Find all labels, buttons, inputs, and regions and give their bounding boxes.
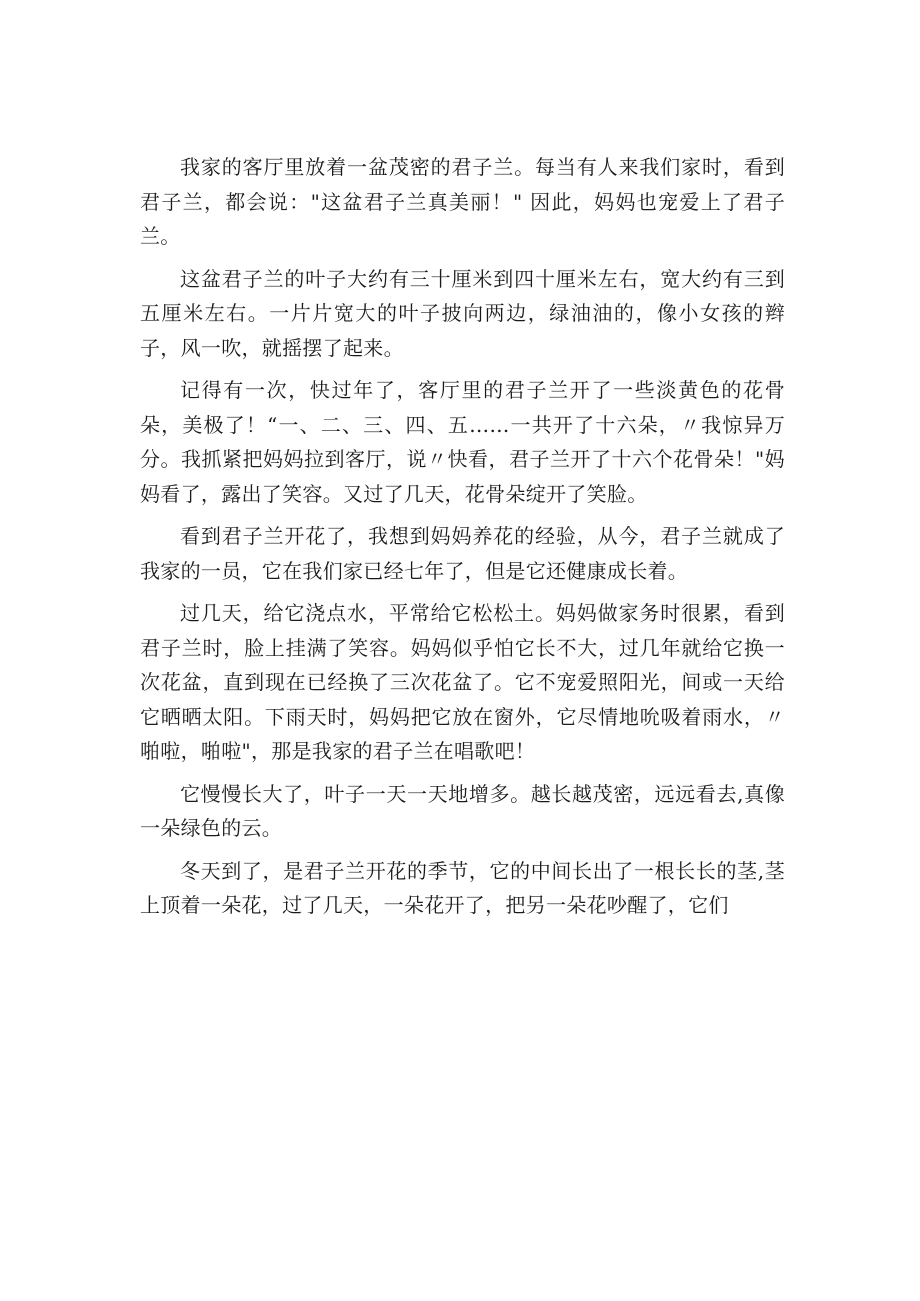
paragraph-3: 记得有一次，快过年了，客厅里的君子兰开了一些淡黄色的花骨朵，美极了！“一、二、三、四、五……一共开了十六朵，〃我惊异万分。我抓紧把妈妈拉到客厅，说〃快看，君子兰开了十六个花骨朵！"妈妈看了，露出了笑容。又过了几天，花骨朵绽开了笑脸。 — [140, 378, 785, 506]
paragraph-5: 过几天，给它浇点水，平常给它松松土。妈妈做家务时很累，看到君子兰时，脸上挂满了笑容。妈妈似乎怕它长不大，过几年就给它换一次花盆，直到现在已经换了三次花盆了。它不宠爱照阳光，间或一天给它晒晒太阳。下雨天时，妈妈把它放在窗外，它尽情地吮吸着雨水，〃啪啦，啪啦"，那是我家的君子兰在唱歌吧！ — [140, 601, 785, 763]
document-body — [140, 150, 785, 931]
paragraph-4: 看到君子兰开花了，我想到妈妈养花的经验，从今，君子兰就成了我家的一员，它在我们家已经七年了，但是它还健康成长着。 — [140, 524, 785, 583]
paragraph-1: 我家的客厅里放着一盆茂密的君子兰。每当有人来我们家时，看到君子兰，都会说："这盆君子兰真美丽！" 因此，妈妈也宠爱上了君子兰。 — [140, 155, 785, 248]
paragraph-2: 这盆君子兰的叶子大约有三十厘米到四十厘米左右，宽大约有三到五厘米左右。一片片宽大的叶子披向两边，绿油油的，像小女孩的辫子，风一吹，就摇摆了起来。 — [140, 266, 785, 360]
paragraph-6: 它慢慢长大了，叶子一天一天地增多。越长越茂密，远远看去,真像一朵绿色的云。 — [140, 781, 785, 840]
paragraph-7: 冬天到了，是君子兰开花的季节，它的中间长出了一根长长的茎,茎上顶着一朵花，过了几天，一朵花开了，把另一朵花吵醒了，它们 — [140, 858, 785, 917]
